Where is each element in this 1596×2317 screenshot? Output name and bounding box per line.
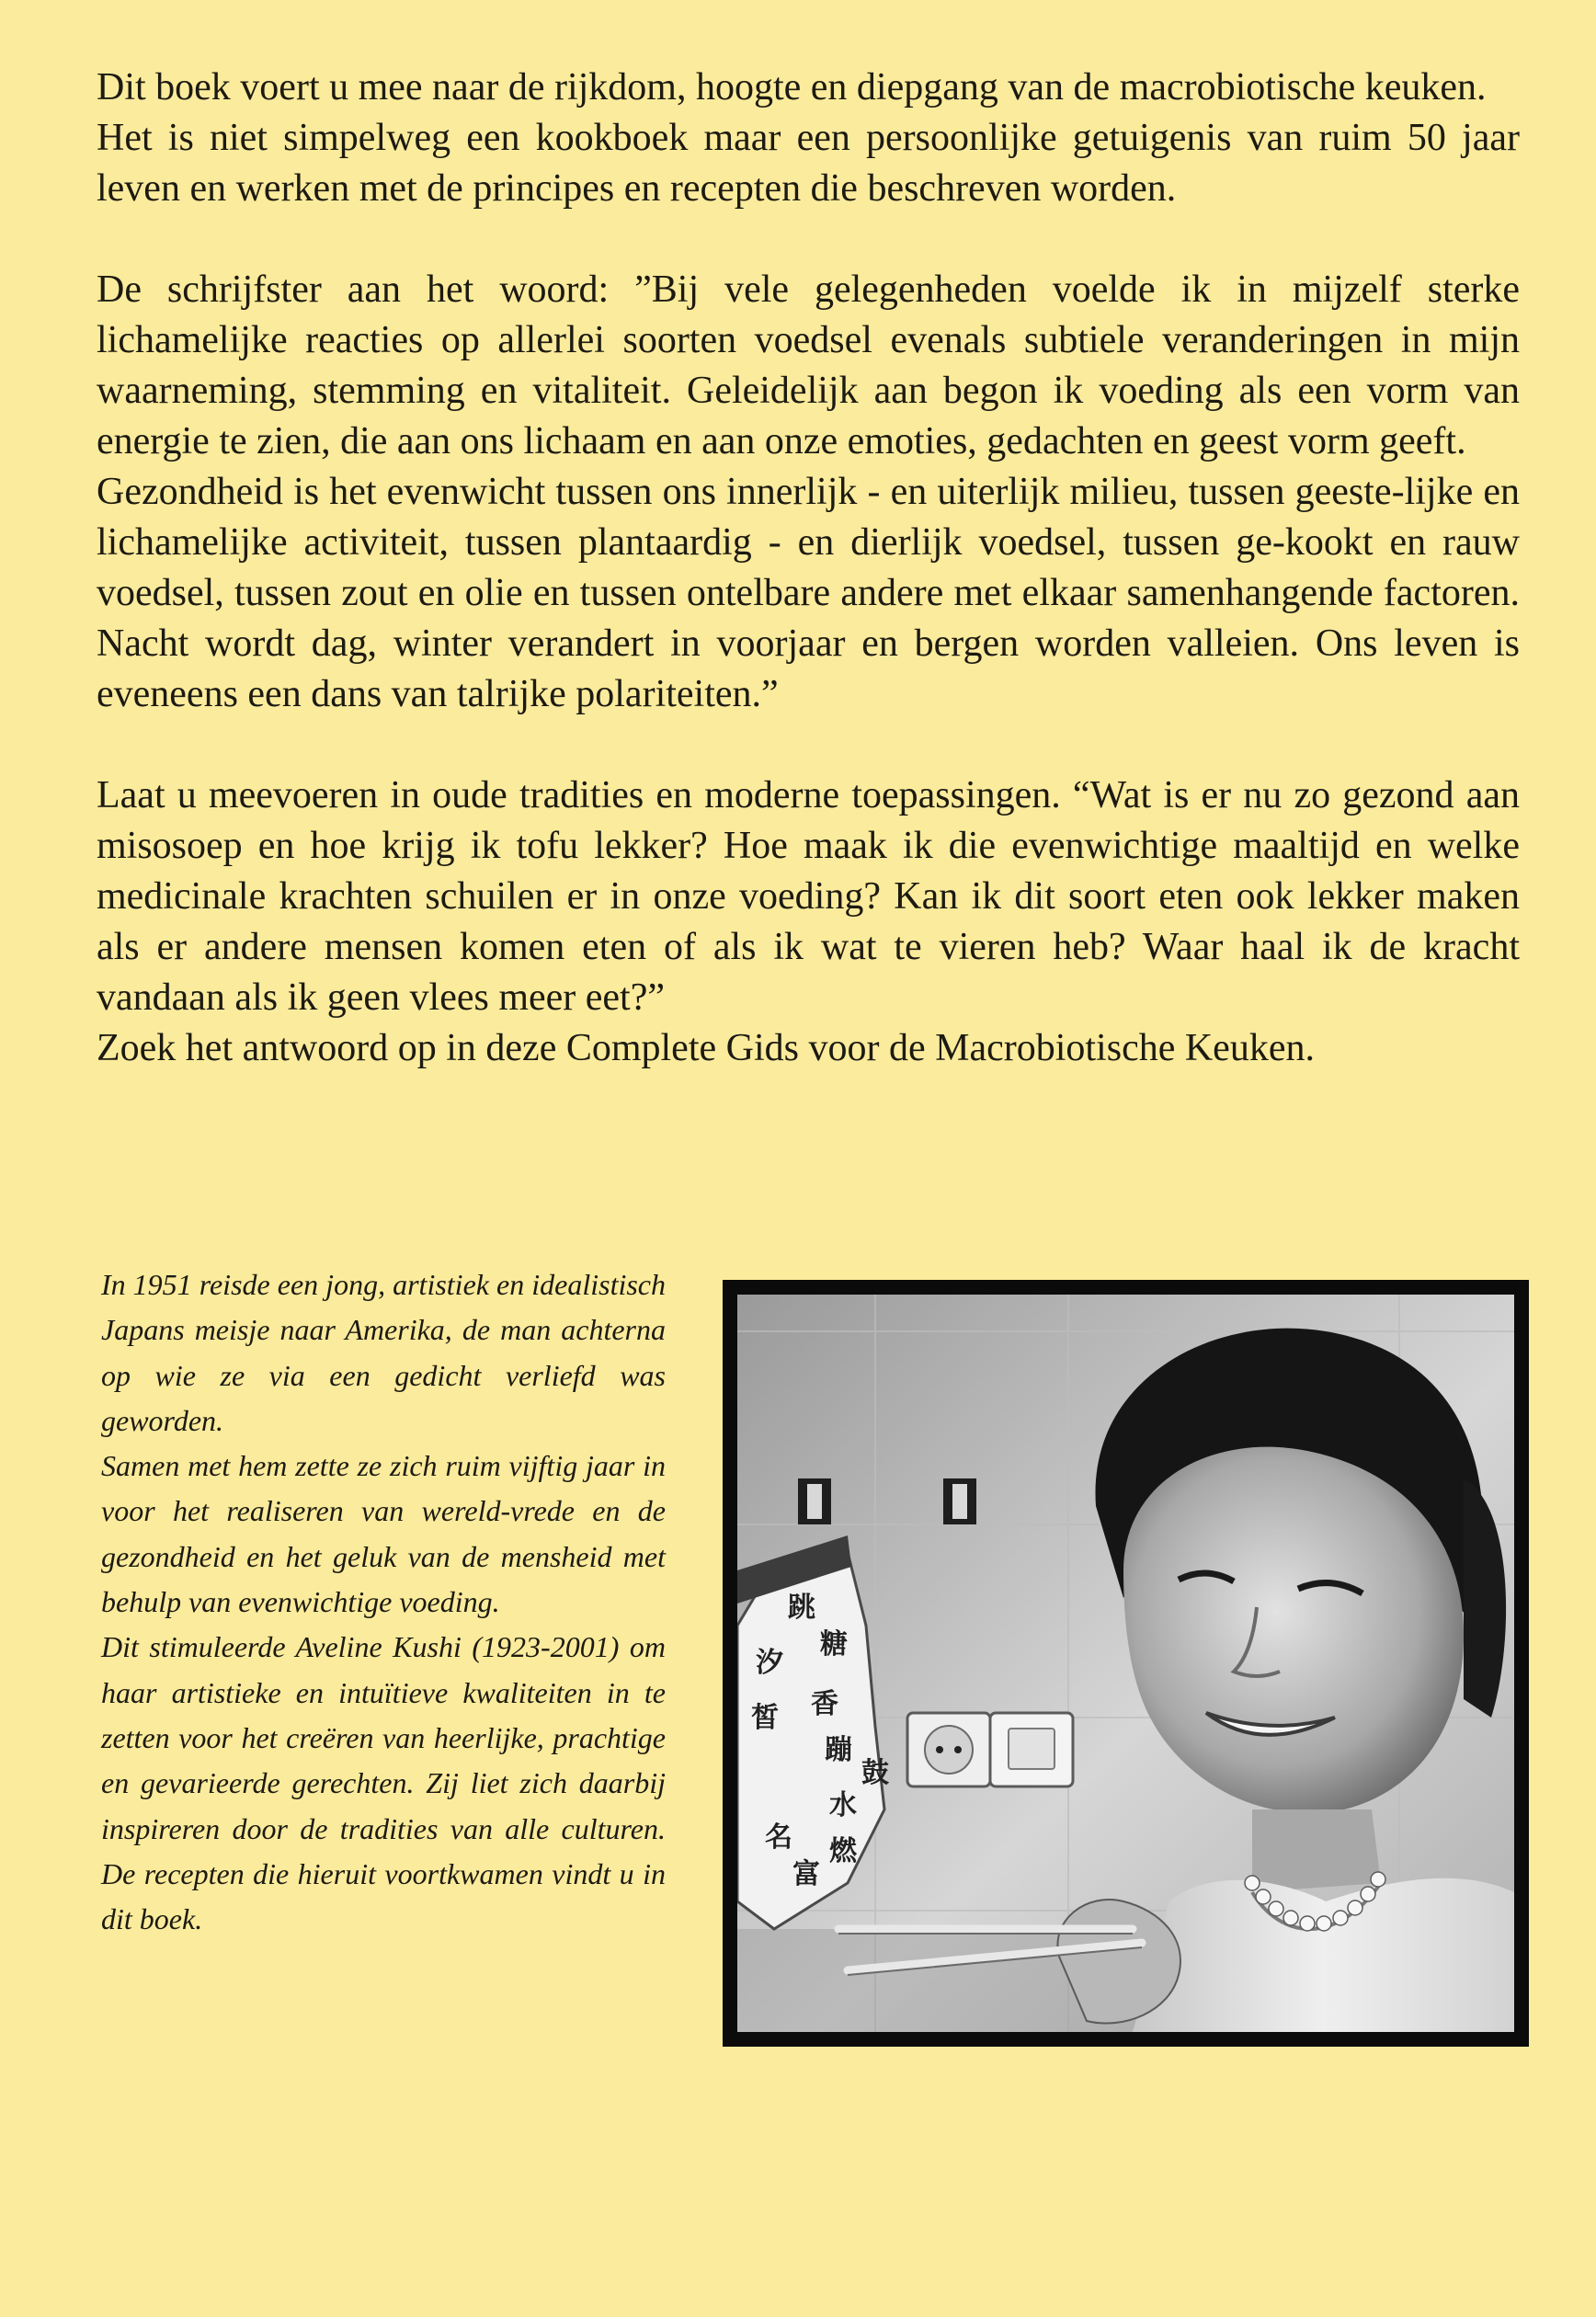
caption-paragraph-3: Dit stimuleerde Aveline Kushi (1923-2001) om haar artistieke en intuïtieve kwaliteiten in te zetten voor het creëren van heerlijke, prachtige en gevarieerde gerechten. Zij liet zich daarbij inspireren door de tradities van alle culturen. De recepten die hieruit voortkwamen vindt u in dit boek. bbox=[101, 1630, 666, 1936]
stocking-character: 蹦 bbox=[825, 1734, 852, 1766]
questions-paragraph: Laat u meevoeren in oude tradities en moderne toepassingen. “Wat is er nu zo gezond aan misosoep en hoe krijg ik tofu lekker? Hoe maak ik die evenwichtige maaltijd en welke medicinale krachten schuilen er in onze voeding? Kan ik dit soort eten ook lekker maken als er andere mensen komen eten of als ik wat te vieren heb? Waar haal ik de kracht vandaan als ik geen vlees meer eet?” bbox=[97, 774, 1520, 1019]
stocking-character: 鼓 bbox=[861, 1757, 889, 1789]
author-biography-caption bbox=[101, 1262, 666, 1942]
wall-socket bbox=[907, 1713, 990, 1786]
stocking-character: 汐 bbox=[756, 1647, 783, 1679]
closing-paragraph: Zoek het antwoord op in deze Complete Gids voor de Macrobiotische Keuken. bbox=[97, 1027, 1315, 1069]
stocking-character: 跳 bbox=[788, 1592, 815, 1624]
wall-hook-left bbox=[798, 1478, 831, 1524]
caption-paragraph-2: Samen met hem zette ze zich ruim vijftig jaar in voor het realiseren van wereld-vrede en de gezondheid en het geluk van de mensheid met behulp van evenwichtige voeding. bbox=[101, 1449, 666, 1619]
author-photo bbox=[737, 1295, 1514, 2032]
intro-paragraph: Dit boek voert u mee naar de rijkdom, hoogte en diepgang van de macrobiotische keuken. bbox=[97, 66, 1487, 108]
stocking-character: 香 bbox=[811, 1688, 838, 1720]
wall-hook-right bbox=[943, 1478, 976, 1524]
stocking-character: 富 bbox=[792, 1858, 820, 1890]
stocking-character: 名 bbox=[765, 1821, 792, 1854]
health-balance-paragraph: Gezondheid is het evenwicht tussen ons innerlijk - en uiterlijk milieu, tussen geeste-lijke en lichamelijke activiteit, tussen plantaardig - en dierlijk voedsel, tussen ge-kookt en rauw voedsel, tussen zout en olie en tussen ontelbare andere met elkaar samenhangende factoren. Nacht wordt dag, winter verandert in voorjaar en bergen worden valleien. Ons leven is eveneens een dans van talrijke polariteiten.” bbox=[97, 471, 1520, 715]
stocking-character: 皙 bbox=[751, 1702, 779, 1734]
author-photo-frame bbox=[723, 1280, 1529, 2047]
author-quote-paragraph: De schrijfster aan het woord: ”Bij vele gelegenheden voelde ik in mijzelf sterke lichamelijke reacties op allerlei soorten voedsel evenals subtiele veranderingen in mijn waarneming, stemming en vitaliteit. Geleidelijk aan begon ik voeding als een vorm van energie te zien, die aan ons lichaam en aan onze emoties, gedachten en geest vorm geeft. bbox=[97, 268, 1520, 462]
stocking-character: 燃 bbox=[829, 1835, 857, 1867]
light-switch bbox=[990, 1713, 1073, 1786]
stocking-character: 水 bbox=[829, 1789, 857, 1821]
stocking-character: 糖 bbox=[820, 1628, 848, 1661]
caption-paragraph-1: In 1951 reisde een jong, artistiek en idealistisch Japans meisje naar Amerika, de man achterna op wie ze via een gedicht verliefd was geworden. bbox=[101, 1268, 666, 1437]
blurb-text bbox=[97, 63, 1520, 1074]
testimony-paragraph: Het is niet simpelweg een kookboek maar een persoonlijke getuigenis van ruim 50 jaar leven en werken met de principes en recepten die beschreven worden. bbox=[97, 117, 1520, 210]
